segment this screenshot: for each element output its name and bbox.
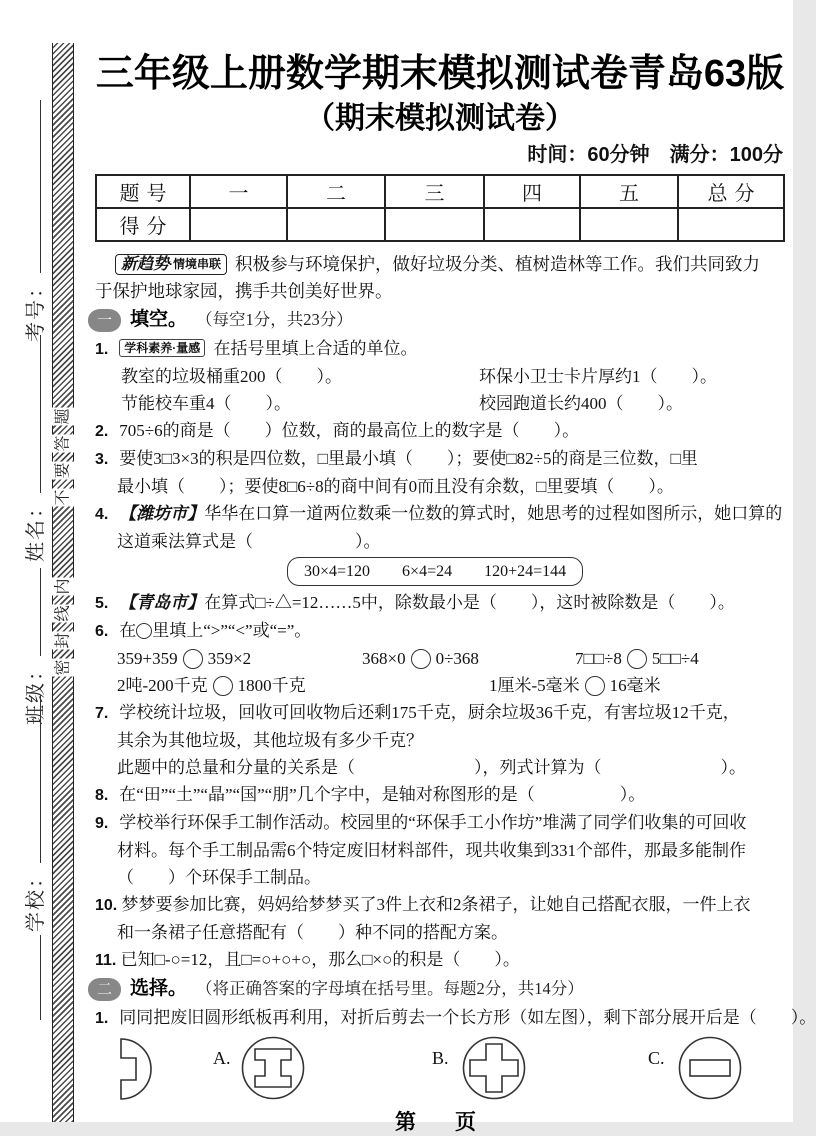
score-header-cell: 二 (287, 175, 385, 208)
compare-item (117, 672, 489, 699)
exam-number-field (16, 100, 50, 345)
section-one-number-pill: 一 (88, 309, 121, 332)
compare-circle-icon (213, 676, 233, 696)
q5-text: 在算式□÷△=12……5中，除数最小是（ ），这时被除数是（ ）。 (204, 593, 735, 612)
option-c-label: C. (648, 1048, 665, 1068)
compare-left: 368×0 (362, 649, 406, 668)
student-name-field (16, 335, 50, 565)
seal-line-strip (52, 43, 74, 1122)
q5-stem (95, 589, 785, 617)
points-row-label: 得分 (96, 208, 190, 241)
compare-left: 359+359 (117, 649, 178, 668)
compare-left: 1厘米-5毫米 (489, 676, 580, 695)
q4-stem-line1 (95, 500, 785, 528)
score-empty-cell (385, 208, 484, 241)
compare-circle-icon (183, 649, 203, 669)
q6-compare-row-2 (95, 672, 785, 699)
option-a-shape-ibeam-in-circle (241, 1036, 305, 1100)
compare-circle-icon (136, 623, 152, 639)
score-table-header-row (96, 175, 784, 208)
seal-char: 线 (52, 605, 75, 623)
school-label: 学校： (24, 866, 47, 932)
seal-char: 题 (52, 408, 75, 426)
compare-item (575, 645, 699, 672)
q8-number: 8. (95, 787, 109, 804)
section-two-header (88, 974, 785, 1004)
q7-stem-line3: 此题中的总量和分量的关系是（ ），列式计算为（ ）。 (117, 758, 746, 777)
q6-stem (95, 617, 785, 645)
score-header-cell: 四 (484, 175, 580, 208)
s2-q1-number: 1. (95, 1010, 109, 1027)
option-b-shape-cross-in-circle (462, 1036, 526, 1100)
score-header-cell: 五 (580, 175, 678, 208)
q1-number: 1. (95, 341, 109, 358)
school-blank-line (16, 695, 41, 863)
compare-left: 7□□÷8 (575, 649, 622, 668)
q11-text: 已知□-○=12，且□=○+○+○，那么□×○的积是（ ）。 (120, 950, 520, 969)
q1-text: 在括号里填上合适的单位。 (213, 339, 418, 358)
q4-calculation-hint-box (287, 557, 583, 586)
compare-right: 0÷368 (435, 649, 479, 668)
q3-stem-line2: 最小填（ ）；要使8□6÷8的商中间有0而且没有余数，□里要填（ ）。 (117, 477, 674, 496)
section-one-note: （每空1分，共23分） (196, 310, 353, 329)
q10-stem-line2: 和一条裙子任意搭配有（ ）种不同的搭配方案。 (117, 923, 508, 942)
q3-stem-line1 (95, 445, 785, 473)
compare-item (117, 645, 362, 672)
intro-line-2: 于保护地球家园，携手共创美好世界。 (95, 281, 393, 301)
q7-text-1: 学校统计垃圾，回收可回收物后还剩175千克，厨余垃圾36千克，有害垃圾12千克， (119, 703, 740, 722)
score-table-points-row (96, 208, 784, 241)
option-c-shape-rectangle-in-circle (678, 1036, 742, 1100)
q9-stem-line1 (95, 809, 785, 837)
q4-hint-box-row (95, 555, 785, 589)
page-subtitle: （期末模拟测试卷） (305, 102, 575, 135)
q4-text-1: 华华在口算一道两位数乘一位数的算式时，她思考的过程如图所示，她口算的 (204, 504, 783, 523)
q3-number: 3. (95, 451, 109, 468)
seal-text-top-group (53, 405, 73, 509)
q4-hint-step: 6×4=24 (402, 563, 453, 580)
option-a-label: A. (213, 1048, 231, 1068)
q1-competency-tag: 学科素养·量感 (119, 339, 205, 357)
section-two-note: （将正确答案的字母填在括号里。每题2分，共14分） (196, 979, 584, 998)
compare-circle-icon (585, 676, 605, 696)
q9-stem-line2: 材料。每个手工制品需6个特定废旧材料部件，现共收集到331个部件，那最多能制作 (117, 841, 746, 860)
section-one-title: 填空。 (130, 309, 188, 330)
s2-q1-text: 同同把废旧圆形纸板再利用，对折后剪去一个长方形（如左图），剩下部分展开后是（ ）。 (119, 1008, 816, 1027)
q1-item: 环保小卫士卡片厚约1（ ）。 (479, 367, 717, 386)
score-empty-cell (190, 208, 287, 241)
page-number-footer: 第 页 (395, 1111, 485, 1134)
s2-q1-stem (95, 1004, 816, 1032)
q1-stem (95, 335, 785, 363)
q10-number: 10. (95, 897, 118, 914)
seal-text-bottom-group (53, 575, 73, 679)
q9-stem-line3: （ ）个环保手工制品。 (117, 868, 321, 887)
folded-circle-cutout-figure (117, 1037, 155, 1101)
intro-text-1: 积极参与环境保护，做好垃圾分类、植树造林等工作。我们共同致力 (235, 254, 761, 274)
compare-right: 5□□÷4 (651, 649, 699, 668)
exam-number-blank-line (16, 100, 41, 273)
q8-text: 在“田”“土”“晶”“国”“朋”几个字中，是轴对称图形的是（ ）。 (119, 785, 646, 804)
q10-stem-line1 (95, 891, 785, 919)
q3-text-1: 要使3□3×3的积是四位数，□里最小填（ ）；要使□82÷5的商是三位数，□里 (119, 449, 698, 468)
q1-fill-items (95, 363, 785, 417)
q5-city-tag: 【青岛市】 (119, 593, 205, 612)
compare-item (362, 645, 575, 672)
q9-text-1: 学校举行环保手工制作活动。校园里的“环保手工小作坊”堆满了同学们收集的可回收 (119, 813, 747, 832)
score-header-cell: 一 (190, 175, 287, 208)
q4-hint-step: 120+24=144 (484, 563, 567, 580)
score-empty-cell (484, 208, 580, 241)
q1-item: 节能校车重4（ ）。 (121, 394, 291, 413)
intro-line-1 (95, 251, 785, 278)
q8-stem (95, 781, 785, 809)
score-header-cell: 题号 (96, 175, 190, 208)
s2-q1-options-row (95, 1036, 785, 1100)
score-empty-cell (678, 208, 784, 241)
time-and-score-info: 时间：60分钟 满分：100分 (527, 144, 783, 166)
school-pre-blank-line (16, 935, 41, 1020)
compare-item (489, 672, 661, 699)
section-two-number-pill: 二 (88, 978, 121, 1001)
q7-stem-line2: 其余为其他垃圾，其他垃圾有多少千克？ (117, 731, 423, 750)
compare-circle-icon (411, 649, 431, 669)
score-empty-cell (287, 208, 385, 241)
class-blank-line (16, 568, 41, 656)
score-header-cell: 总分 (678, 175, 784, 208)
seal-char: 密 (52, 659, 75, 677)
seal-char: 内 (52, 578, 75, 596)
q4-hint-step: 30×4=120 (304, 563, 371, 580)
score-table (95, 174, 785, 242)
class-label: 班级： (24, 659, 47, 725)
compare-right: 1800千克 (237, 676, 306, 695)
compare-right: 16毫米 (609, 676, 661, 695)
option-b-label: B. (432, 1048, 449, 1068)
q6-text-after: 里填上“>”“<”或“=”。 (152, 621, 312, 640)
q6-text-before: 在 (119, 621, 137, 640)
seal-char: 答 (52, 435, 75, 453)
score-empty-cell (580, 208, 678, 241)
q7-number: 7. (95, 705, 109, 722)
compare-circle-icon (627, 649, 647, 669)
score-header-cell: 三 (385, 175, 484, 208)
compare-left: 2吨-200千克 (117, 676, 208, 695)
q11-number: 11. (95, 952, 117, 969)
q5-number: 5. (95, 595, 109, 612)
exam-number-label: 考号： (24, 276, 47, 342)
school-field (16, 695, 50, 1020)
seal-char: 不 (52, 489, 75, 507)
q4-number: 4. (95, 506, 109, 523)
student-name-label: 姓名： (24, 496, 47, 562)
q7-stem-line1 (95, 699, 785, 727)
trend-badge-sub: ·情境串联 (169, 257, 222, 271)
exam-content (95, 50, 816, 1136)
q1-item: 校园跑道长约400（ ）。 (479, 394, 683, 413)
trend-badge-main: 新趋势 (121, 256, 170, 273)
trend-badge (115, 254, 227, 275)
q2-text: 705÷6的商是（ ）位数，商的最高位上的数字是（ ）。 (119, 421, 580, 440)
seal-char: 封 (52, 632, 75, 650)
page-title: 三年级上册数学期末模拟测试卷青岛63版 (95, 53, 785, 95)
q6-compare-row-1 (95, 645, 785, 672)
q2-stem (95, 417, 785, 445)
q9-number: 9. (95, 815, 109, 832)
q1-item: 教室的垃圾桶重200（ ）。 (121, 367, 342, 386)
q6-number: 6. (95, 623, 109, 640)
q2-number: 2. (95, 423, 109, 440)
q10-text-1: 梦梦要参加比赛，妈妈给梦梦买了3件上衣和2条裙子，让她自己搭配衣服，一件上衣 (121, 895, 751, 914)
q4-city-tag: 【潍坊市】 (119, 504, 205, 523)
student-name-blank-line (16, 335, 41, 493)
section-two-title: 选择。 (130, 978, 188, 999)
q11-stem (95, 946, 785, 974)
q4-stem-line2: 这道乘法算式是（ ）。 (117, 532, 381, 551)
section-one-header (88, 305, 785, 335)
seal-char: 要 (52, 462, 75, 480)
compare-right: 359×2 (207, 649, 252, 668)
